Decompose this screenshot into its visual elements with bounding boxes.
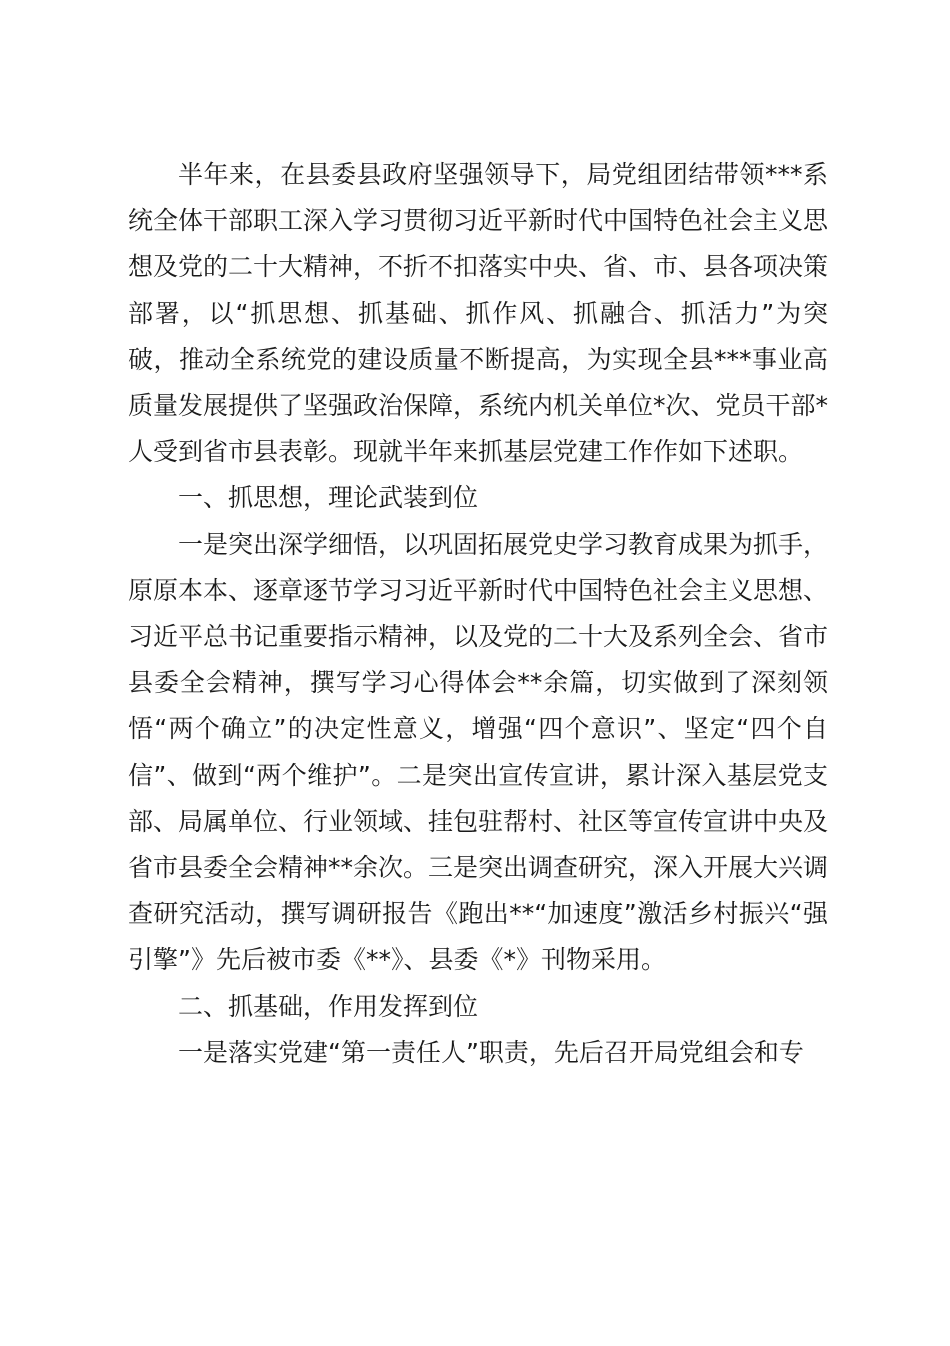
section-heading-2: 二、抓基础，作用发挥到位 xyxy=(178,991,479,1021)
intro-paragraph: 半年来，在县委县政府坚强领导下，局党组团结带领***系统全体干部职工深入学习贯彻习近平新时代中国特色社会主义思想及党的二十大精神，不折不扣落实中央、省、市、县各项决策部署，以“抓思想、抓基础、抓作风、抓融合、抓活力”为突破，推动全系统党的建设质量不断提高，为实现全县***事业高质量发展提供了坚强政治保障，系统内机关单位*次、党员干部*人受到省市县表彰。现就半年来抓基层党建工作作如下述职。 xyxy=(128,160,829,467)
section-heading-1: 一、抓思想，理论武装到位 xyxy=(178,483,479,513)
section-1-paragraph: 一是突出深学细悟，以巩固拓展党史学习教育成果为抓手，原原本本、逐章逐节学习习近平新时代中国特色社会主义思想、习近平总书记重要指示精神，以及党的二十大及系列全会、省市县委全会精神，撰写学习心得体会**余篇，切实做到了深刻领悟“两个确立”的决定性意义，增强“四个意识”、坚定“四个自信”、做到“两个维护”。二是突出宣传宣讲，累计深入基层党支部、局属单位、行业领域、挂包驻帮村、社区等宣传宣讲中央及省市县委全会精神**余次。三是突出调查研究，深入开展大兴调查研究活动，撰写调研报告《跑出**“加速度”激活乡村振兴“强引擎”》先后被市委《**》、县委《*》刊物采用。 xyxy=(128,529,829,975)
document-body xyxy=(128,152,828,1076)
section-2-paragraph: 一是落实党建“第一责任人”职责，先后召开局党组会和专 xyxy=(178,1037,804,1067)
